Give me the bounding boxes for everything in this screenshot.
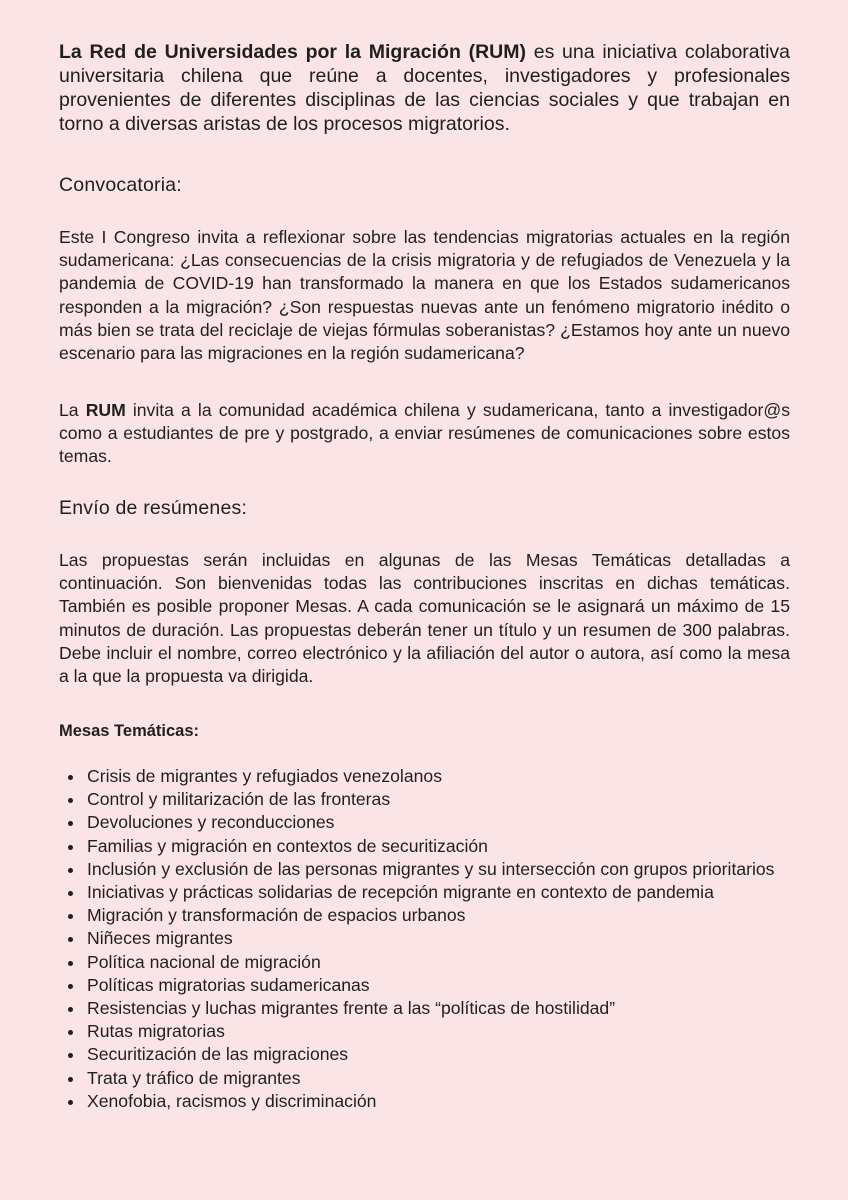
list-item: • Políticas migratorias sudamericanas <box>85 974 790 997</box>
list-item: • Trata y tráfico de migrantes <box>85 1067 790 1090</box>
convocatoria-paragraph-1: Este I Congreso invita a reflexionar sobre las tendencias migratorias actuales en la región sudamericana: ¿Las consecuencias de la crisis migratoria y de refugiados de Venezuela y la pandemia de COVID-19 han transformado la manera en que los Estados sudamericanos responden a la migración? ¿Son respuestas nuevas ante un fenómeno migratorio inédito o más bien se trata del reciclaje de viejas fórmulas soberanistas? ¿Estamos hoy ante un nuevo escenario para las migraciones en la región sudamericana? <box>59 227 790 364</box>
envio-heading: Envío de resúmenes: <box>59 497 248 519</box>
list-item: • Iniciativas y prácticas solidarias de recepción migrante en contexto de pandemia <box>85 881 790 904</box>
list-item: • Xenofobia, racismos y discriminación <box>85 1090 790 1113</box>
list-item: • Política nacional de migración <box>85 951 790 974</box>
list-item: • Inclusión y exclusión de las personas migrantes y su intersección con grupos prioritarios <box>85 858 790 881</box>
list-item: • Familias y migración en contextos de securitización <box>85 835 790 858</box>
intro-lead-bold: La Red de Universidades por la Migración (RUM) <box>59 41 526 63</box>
mesas-heading: Mesas Temáticas: <box>59 722 200 740</box>
list-item: • Resistencias y luchas migrantes frente a las “políticas de hostilidad” <box>85 997 790 1020</box>
intro-rest: es una iniciativa colaborativa universitaria chilena que reúne a docentes, investigadores y profesionales provenientes de diferentes disciplinas de las ciencias sociales y que trabajan en torno a diversas aristas de los procesos migratorios. <box>59 41 790 135</box>
envio-paragraph: Las propuestas serán incluidas en algunas de las Mesas Temáticas detalladas a continuación. Son bienvenidas todas las contribuciones inscritas en dichas temáticas. También es posible proponer Mesas. A cada comunicación se le asignará un máximo de 15 minutos de duración. Las propuestas deberán tener un título y un resumen de 300 palabras. Debe incluir el nombre, correo electrónico y la afiliación del autor o autora, así como la mesa a la que la propuesta va dirigida. <box>59 550 790 687</box>
list-item: • Migración y transformación de espacios urbanos <box>85 904 790 927</box>
list-item: • Crisis de migrantes y refugiados venezolanos <box>85 765 790 788</box>
convocatoria-paragraph-2 <box>59 399 790 469</box>
list-item: • Devoluciones y reconducciones <box>85 811 790 834</box>
convocatoria-heading: Convocatoria: <box>59 174 182 196</box>
list-item: • Rutas migratorias <box>85 1020 790 1043</box>
list-item: • Control y militarización de las fronteras <box>85 788 790 811</box>
list-item: • Securitización de las migraciones <box>85 1043 790 1066</box>
list-item: • Niñeces migrantes <box>85 927 790 950</box>
intro-paragraph <box>59 40 790 136</box>
rum-bold: RUM <box>85 400 126 420</box>
p2-pre: La <box>59 400 86 420</box>
p2-post: invita a la comunidad académica chilena y sudamericana, tanto a investigador@s como a estudiantes de pre y postgrado, a enviar resúmenes de comunicaciones sobre estos temas. <box>59 400 790 467</box>
mesas-list <box>59 765 790 1113</box>
